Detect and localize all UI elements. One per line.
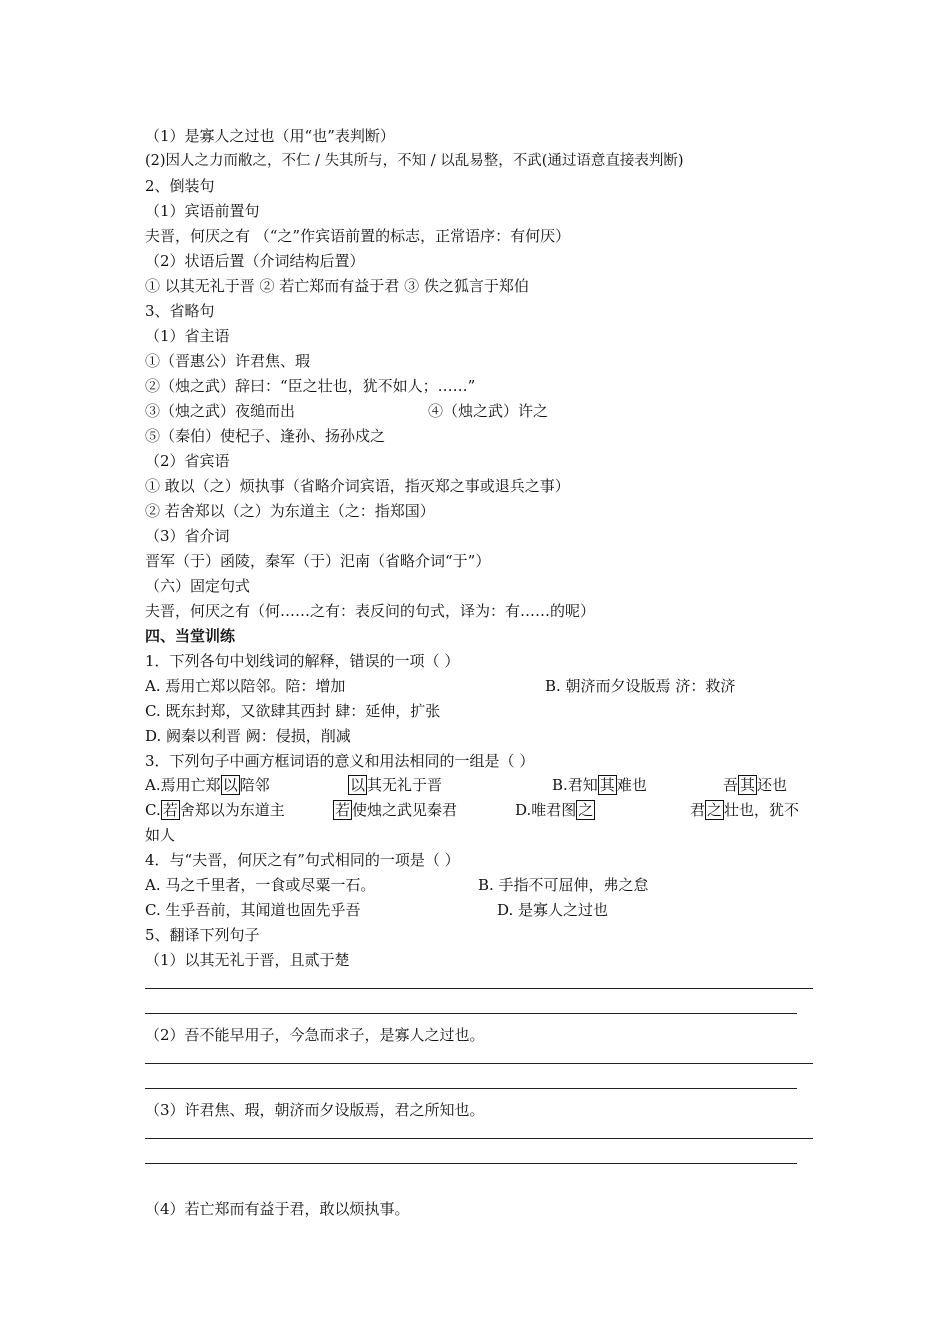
answer-line xyxy=(145,1013,797,1014)
q3-option-a-second: 以 其无礼于晋 xyxy=(350,776,443,794)
subheading-adverbial-postposed: （2）状语后置（介词结构后置） xyxy=(145,252,365,270)
q3-option-d-second: 君 之 壮也，犹不 xyxy=(690,801,800,819)
q4-option-c: C. 生乎吾前，其闻道也固先乎吾 xyxy=(145,901,361,919)
omit-object-example-1: ① 敢以（之）烦执事（省略介词宾语，指灭郑之事或退兵之事） xyxy=(145,477,570,495)
translate-sentence-1: （1）以其无礼于晋，且贰于楚 xyxy=(145,951,350,969)
question-5: 5、翻译下列句子 xyxy=(145,926,260,944)
omit-subject-example-2: ②（烛之武）辞曰：“臣之壮也，犹不如人；……” xyxy=(145,377,476,395)
q3-option-b-second: 吾 其 还也 xyxy=(723,776,788,794)
q3-option-d: D.唯君图 之 xyxy=(515,801,594,819)
omit-subject-example-3: ③（烛之武）夜缒而出 xyxy=(145,402,296,420)
q3-option-c-second: 若 使烛之武见秦君 xyxy=(335,801,458,819)
answer-line xyxy=(145,1063,813,1064)
heading-inverted-sentence: 2、倒装句 xyxy=(145,177,215,195)
translate-sentence-2: （2）吾不能早用子，今急而求子，是寡人之过也。 xyxy=(145,1026,485,1044)
section-heading-practice: 四、当堂训练 xyxy=(145,627,236,645)
q3-option-b: B.君知 其 难也 xyxy=(552,776,647,794)
translate-sentence-3: （3）许君焦、瑕，朝济而夕设版焉，君之所知也。 xyxy=(145,1101,485,1119)
q1-option-d: D. 阙秦以利晋 阙：侵损，削减 xyxy=(145,727,351,745)
answer-line xyxy=(145,988,813,989)
q1-option-b: B. 朝济而夕设版焉 济：救济 xyxy=(545,677,736,695)
omit-preposition-example: 晋军（于）函陵，秦军（于）汜南（省略介词“于”） xyxy=(145,552,491,570)
translate-sentence-4: （4）若亡郑而有益于君，敢以烦执事。 xyxy=(145,1200,410,1218)
judgment-sentence-1: （1）是寡人之过也（用“也”表判断） xyxy=(145,127,395,145)
q4-option-a: A. 马之千里者，一食或尽粟一石。 xyxy=(145,876,376,894)
object-preposed-example: 夫晋，何厌之有 （“之”作宾语前置的标志，正常语序：有何厌） xyxy=(145,227,571,245)
fixed-pattern-example: 夫晋，何厌之有（何……之有：表反问的句式，译为：有……的呢） xyxy=(145,602,596,620)
q3-option-c: C. 若 舍郑以为东道主 xyxy=(145,801,285,819)
answer-line xyxy=(145,1138,813,1139)
judgment-sentence-2: (2)因人之力而敝之，不仁 / 失其所与，不知 / 以乱易整，不武(通过语意直接表判断) xyxy=(145,153,684,169)
omit-subject-example-5: ⑤（秦伯）使杞子、逢孙、扬孙戍之 xyxy=(145,427,386,445)
q1-option-a: A. 焉用亡郑以陪邻。陪：增加 xyxy=(145,677,346,695)
subheading-object-preposed: （1）宾语前置句 xyxy=(145,202,260,220)
q4-option-b: B. 手指不可屈伸，弗之怠 xyxy=(478,876,649,894)
omit-subject-example-4: ④（烛之武）许之 xyxy=(428,402,549,420)
subheading-omit-object: （2）省宾语 xyxy=(145,452,230,470)
subheading-omit-subject: （1）省主语 xyxy=(145,327,230,345)
q3-option-a: A.焉用亡郑 以 陪邻 xyxy=(145,776,270,794)
omit-subject-example-1: ①（晋惠公）许君焦、瑕 xyxy=(145,352,311,370)
subheading-fixed-pattern: （六）固定句式 xyxy=(145,577,251,595)
answer-line xyxy=(145,1163,797,1164)
adverbial-examples: ① 以其无礼于晋 ② 若亡郑而有益于君 ③ 佚之狐言于郑伯 xyxy=(145,277,529,295)
q1-option-c: C. 既东封郑，又欲肆其西封 肆：延伸，扩张 xyxy=(145,702,441,720)
answer-line xyxy=(145,1088,797,1089)
omit-object-example-2: ② 若舍郑以（之）为东道主（之：指郑国） xyxy=(145,502,435,520)
subheading-omit-preposition: （3）省介词 xyxy=(145,527,230,545)
q4-option-d: D. 是寡人之过也 xyxy=(497,901,609,919)
question-1: 1．下列各句中划线词的解释，错误的一项（ ） xyxy=(145,652,460,670)
q3-option-d-continued: 如人 xyxy=(145,826,176,844)
question-4: 4．与“夫晋，何厌之有”句式相同的一项是（ ） xyxy=(145,851,460,869)
question-3: 3．下列句子中画方框词语的意义和用法相同的一组是（ ） xyxy=(145,752,535,770)
heading-ellipsis-sentence: 3、省略句 xyxy=(145,302,215,320)
